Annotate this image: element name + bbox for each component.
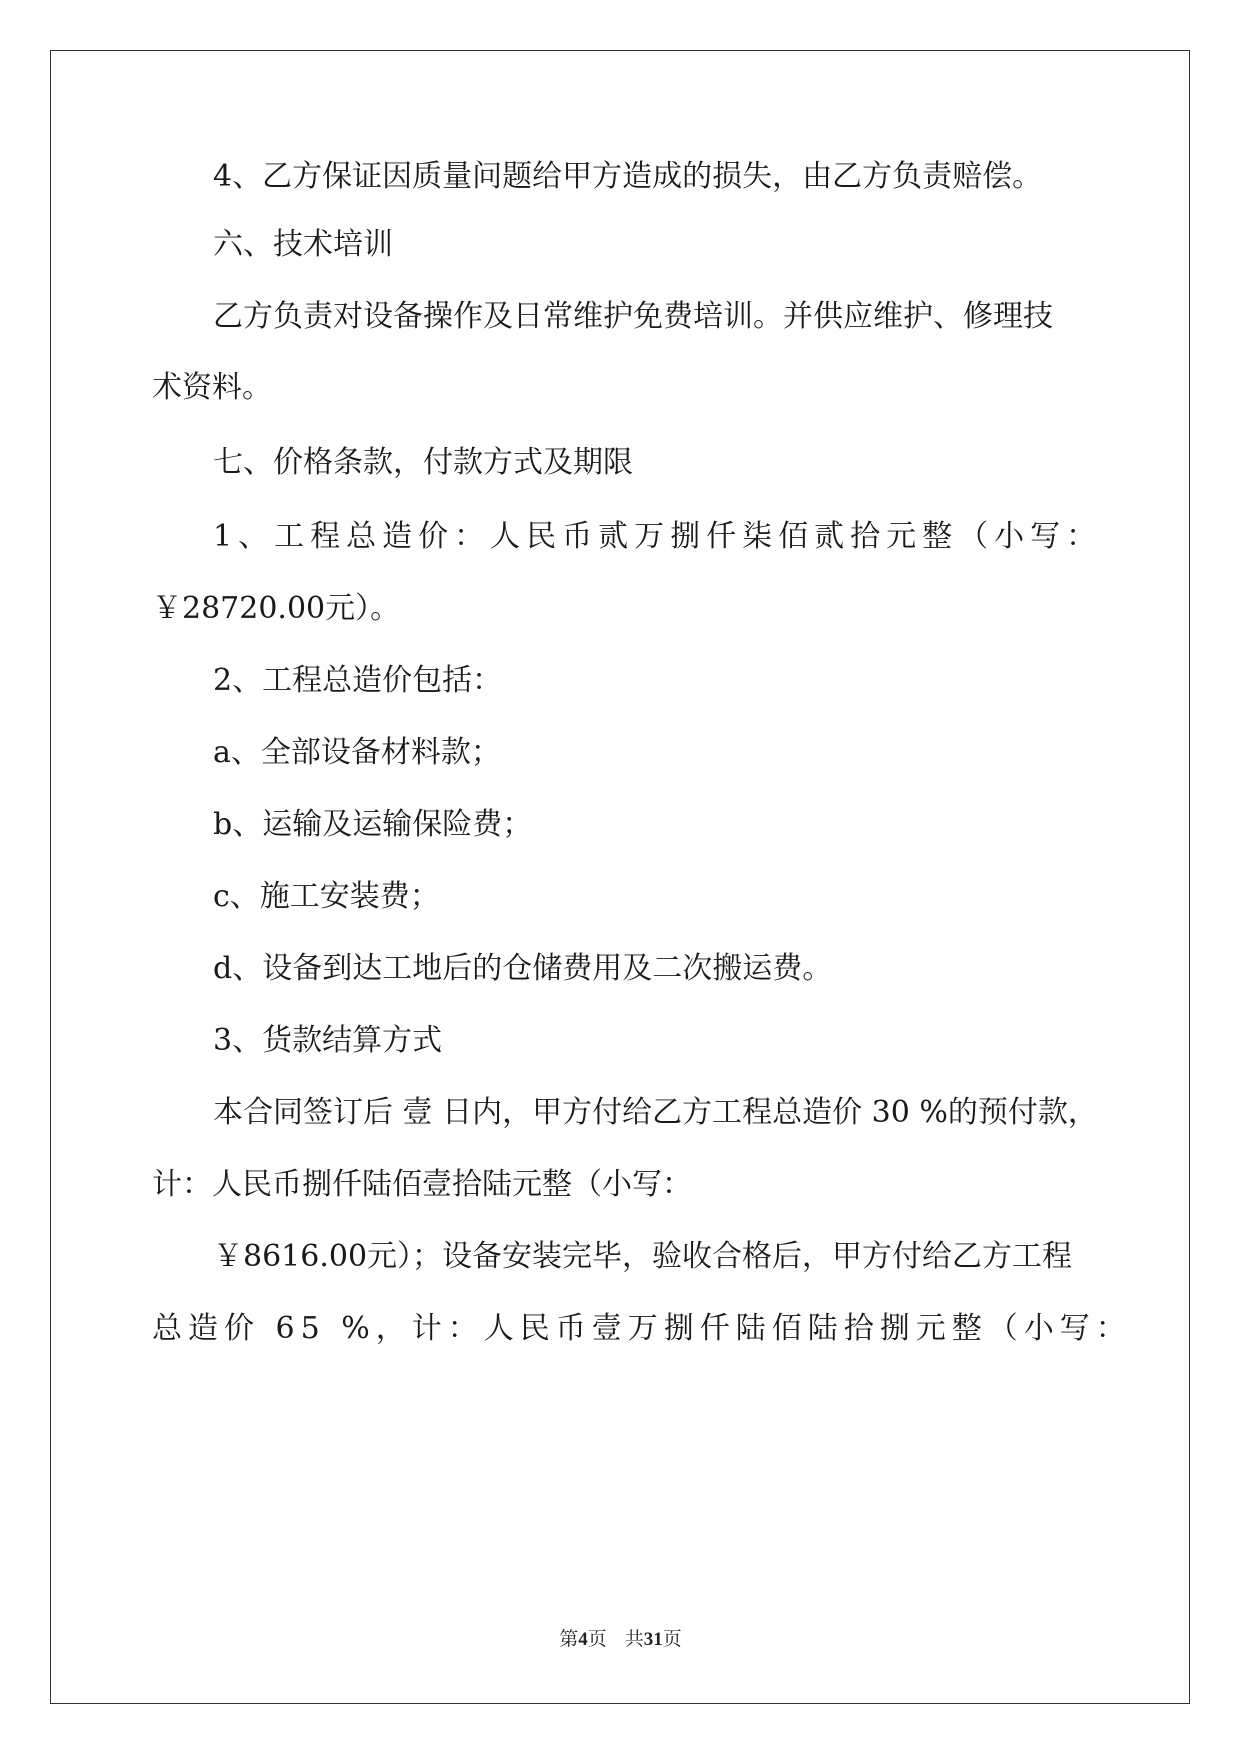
page-suffix: 页: [587, 1629, 607, 1650]
price-item-1-line-1: 1、工程总造价：人民币贰万捌仟柒佰贰拾元整（小写：: [213, 519, 1103, 554]
price-item-1-line-2: ￥28720.00元）。: [152, 591, 401, 626]
page-prefix: 第: [559, 1629, 579, 1650]
price-item-2c: c、施工安装费；: [213, 879, 440, 914]
page-number: 4: [578, 1629, 588, 1650]
price-item-2a: a、全部设备材料款；: [213, 735, 501, 770]
page-footer: [0, 1628, 1241, 1652]
section-7-heading: 七、价格条款，付款方式及期限: [213, 445, 633, 480]
clause-5-item-4: 4、乙方保证因质量问题给甲方造成的损失，由乙方负责赔偿。: [213, 159, 1043, 194]
payment-paragraph-line-1: 本合同签订后 壹 日内，甲方付给乙方工程总造价 30 %的预付款，: [213, 1095, 1098, 1130]
payment-paragraph-line-2: 计：人民币捌仟陆佰壹拾陆元整（小写：: [152, 1167, 692, 1202]
price-item-2: 2、工程总造价包括：: [213, 663, 503, 698]
total-suffix: 页: [662, 1629, 682, 1650]
training-paragraph-line-2: 术资料。: [152, 370, 272, 405]
price-item-3: 3、货款结算方式: [213, 1023, 443, 1058]
price-item-2b: b、运输及运输保险费；: [213, 807, 533, 842]
payment-paragraph-line-4: 总造价 65 %，计：人民币壹万捌仟陆佰陆拾捌元整（小写：: [152, 1311, 1132, 1346]
price-item-2d: d、设备到达工地后的仓储费用及二次搬运费。: [213, 951, 833, 986]
total-prefix: 共: [624, 1629, 644, 1650]
section-6-heading: 六、技术培训: [213, 227, 393, 262]
training-paragraph-line-1: 乙方负责对设备操作及日常维护免费培训。并供应维护、修理技: [213, 299, 1053, 334]
payment-paragraph-line-3: ￥8616.00元）；设备安装完毕，验收合格后，甲方付给乙方工程: [213, 1239, 1073, 1274]
total-pages: 31: [643, 1629, 663, 1650]
